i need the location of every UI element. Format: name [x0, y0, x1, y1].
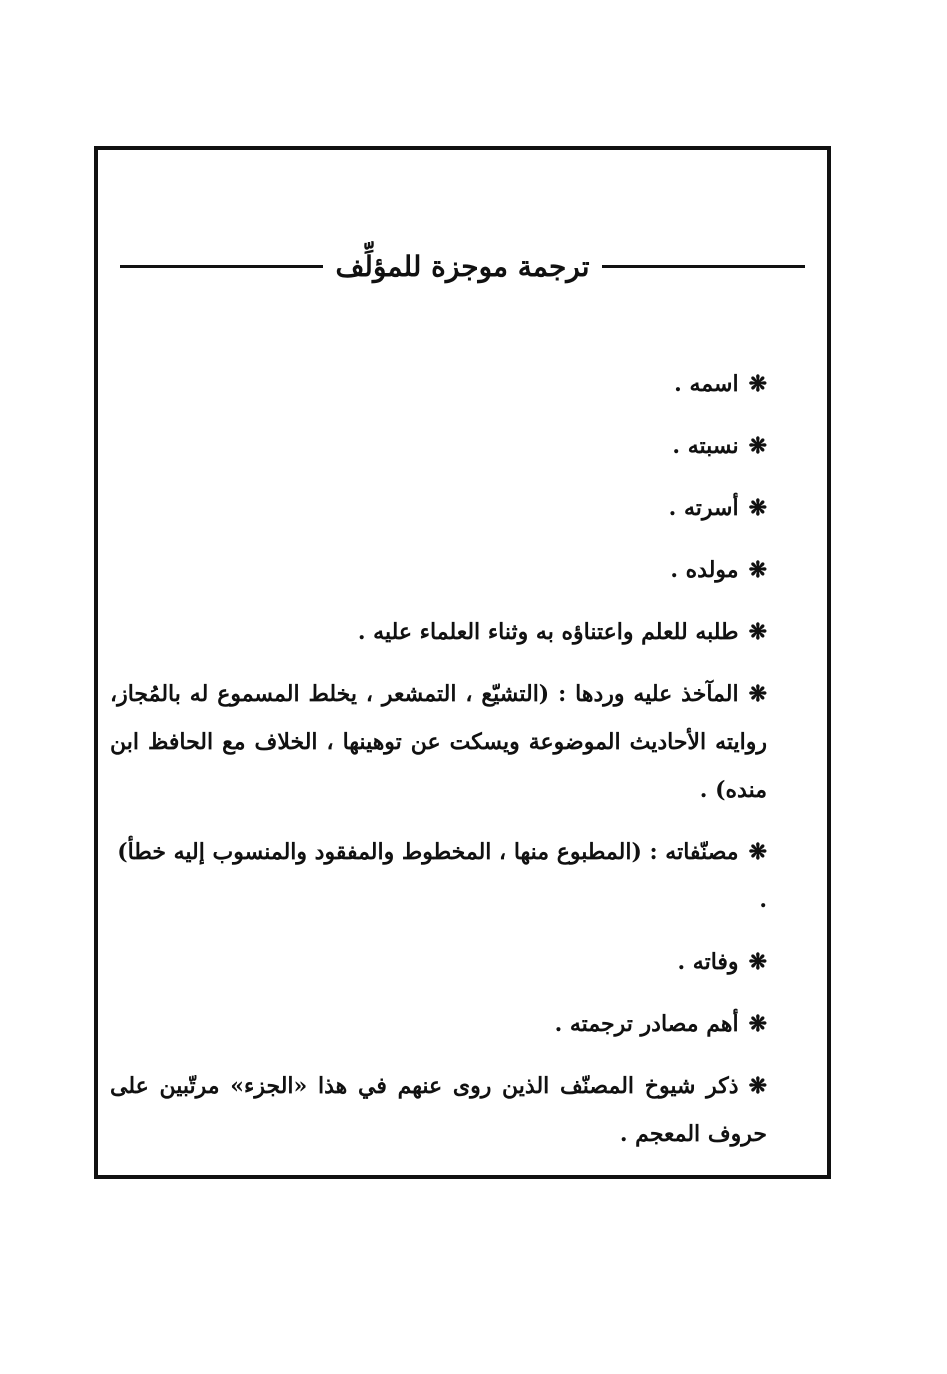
list-item-name: ❋اسمه . [110, 360, 767, 408]
title-rule-left [120, 265, 323, 268]
list-item-sources: ❋أهم مصادر ترجمته . [110, 1000, 767, 1048]
list-item-birth: ❋مولده . [110, 546, 767, 594]
list-item-studies: ❋طلبه للعلم واعتناؤه به وثناء العلماء عليه . [110, 608, 767, 656]
bullet-icon: ❋ [748, 1011, 767, 1037]
list-item-lineage: ❋نسبته . [110, 422, 767, 470]
list-item-criticisms: ❋المآخذ عليه وردها : (التشيّع ، التمشعر ، يخلط المسموع له بالمُجاز، روايته الأحاديث الموضوعة ويسكت عن توهينها ، الخلاف مع الحافظ ابن منده) . [110, 670, 819, 814]
bullet-icon: ❋ [748, 619, 767, 645]
contents-list [110, 360, 767, 1172]
bullet-icon: ❋ [748, 371, 767, 397]
bullet-icon: ❋ [748, 495, 767, 521]
bullet-icon: ❋ [748, 1073, 767, 1099]
bullet-icon: ❋ [748, 949, 767, 975]
list-item-works: ❋مصنّفاته : (المطبوع منها ، المخطوط والمفقود والمنسوب إليه خطأ) . [110, 828, 767, 924]
bullet-icon: ❋ [748, 839, 767, 865]
list-item-teachers: ❋ذكر شيوخ المصنّف الذين روى عنهم في هذا «الجزء» مرتّبين على حروف المعجم . [110, 1062, 819, 1158]
page-frame [94, 146, 831, 1179]
list-item-death: ❋وفاته . [110, 938, 767, 986]
title-row [120, 246, 805, 286]
bullet-icon: ❋ [748, 433, 767, 459]
title-rule-right [602, 265, 805, 268]
bullet-icon: ❋ [748, 681, 767, 707]
list-item-family: ❋أسرته . [110, 484, 767, 532]
page-title: ترجمة موجزة للمؤلِّف [335, 249, 590, 283]
bullet-icon: ❋ [748, 557, 767, 583]
